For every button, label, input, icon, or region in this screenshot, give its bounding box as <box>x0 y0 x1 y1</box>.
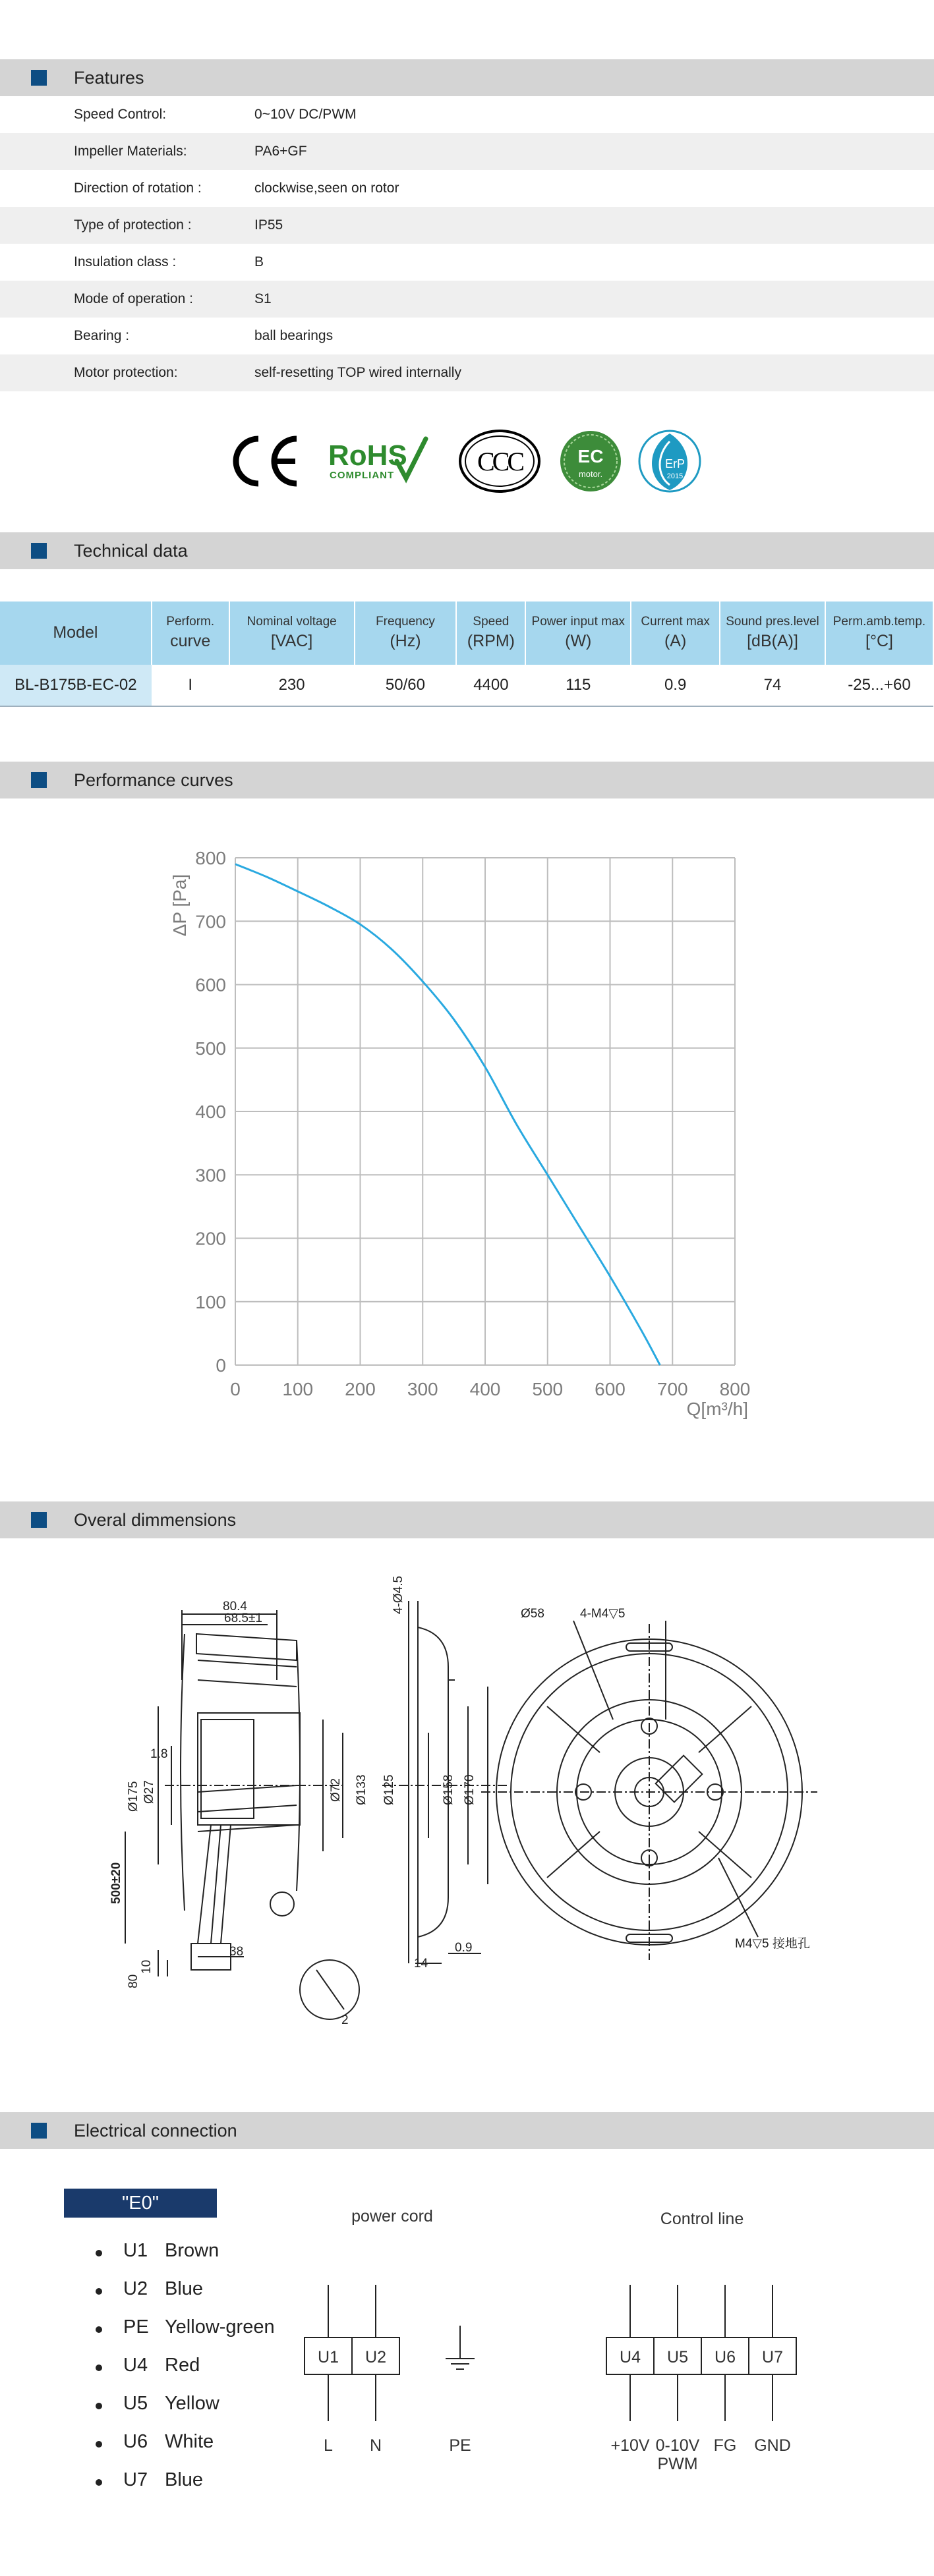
y-tick-label: 300 <box>195 1165 226 1186</box>
column-header <box>152 602 229 665</box>
feature-value: S1 <box>254 291 272 306</box>
table-cell: 4400 <box>456 665 525 706</box>
bullet-icon <box>96 2250 102 2256</box>
section-title: Features <box>74 68 144 88</box>
bullet-icon <box>96 2288 102 2295</box>
column-header-line2: (W) <box>565 631 592 650</box>
series-line <box>235 864 660 1365</box>
terminal-function-label: PWM <box>657 2455 698 2473</box>
terminal-label: U2 <box>365 2348 386 2366</box>
feature-label: Direction of rotation : <box>74 181 202 196</box>
terminal-function-label: +10V <box>610 2436 650 2455</box>
bullet-icon <box>96 2365 102 2371</box>
y-tick-label: 700 <box>195 911 226 932</box>
column-header <box>631 602 720 665</box>
column-header-line2: [VAC] <box>270 631 313 650</box>
terminal-label: U7 <box>762 2348 783 2366</box>
x-tick-label: 100 <box>282 1379 314 1399</box>
top-view-drawing <box>481 1621 817 1960</box>
rohs-compliant-icon <box>328 439 426 481</box>
dim-label: Ø158 <box>442 1774 455 1805</box>
dim-label: 10 <box>140 1959 154 1974</box>
y-tick-label: 100 <box>195 1291 226 1312</box>
terminal-function-label: L <box>324 2436 333 2455</box>
terminal-function-label: GND <box>754 2436 791 2455</box>
dim-label: Ø170 <box>463 1774 477 1805</box>
column-header-line2: (A) <box>664 631 687 650</box>
table-cell: 230 <box>229 665 355 706</box>
feature-value: clockwise,seen on rotor <box>254 181 399 196</box>
wiring-badge <box>64 2189 217 2218</box>
svg-text:COMPLIANT: COMPLIANT <box>330 470 395 481</box>
dim-label: 500±20 <box>109 1862 123 1904</box>
features-section-header <box>0 59 934 96</box>
column-header-line1: Frequency <box>376 615 435 629</box>
section-title: Technical data <box>74 541 188 561</box>
column-header-line2: curve <box>170 631 211 650</box>
bullet-icon <box>96 2403 102 2409</box>
section-title: Electrical connection <box>74 2121 237 2141</box>
svg-text:EC: EC <box>577 446 604 466</box>
table-cell: 74 <box>720 665 825 706</box>
dim-label: 68.5±1 <box>224 1611 262 1625</box>
y-tick-label: 0 <box>216 1355 226 1376</box>
dim-label: 80.4 <box>223 1600 247 1613</box>
y-axis-label: ΔP [Pa] <box>169 874 190 937</box>
table-cell: I <box>152 665 229 706</box>
y-tick-label: 400 <box>195 1102 226 1122</box>
x-tick-label: 400 <box>469 1379 501 1399</box>
feature-value: IP55 <box>254 217 283 233</box>
wiring-badge-label: "E0" <box>121 2193 160 2214</box>
wire-code: U1 <box>123 2240 148 2261</box>
dim-label: Ø72 <box>329 1778 343 1802</box>
list-item <box>96 2393 293 2419</box>
x-tick-label: 0 <box>230 1379 241 1399</box>
column-header-line1: Current max <box>641 615 710 629</box>
feature-label: Speed Control: <box>74 107 167 122</box>
svg-text:ErP: ErP <box>664 457 686 470</box>
dim-label: 0.9 <box>455 1941 473 1955</box>
x-tick-label: 300 <box>407 1379 438 1399</box>
bullet-icon <box>96 2479 102 2486</box>
feature-row <box>0 318 934 354</box>
list-item <box>96 2469 293 2496</box>
column-header-line1: Speed <box>473 615 510 629</box>
dim-label: 2 <box>341 2013 349 2027</box>
y-tick-label: 800 <box>195 848 226 868</box>
table-row <box>0 665 933 706</box>
wire-color: Blue <box>165 2278 204 2299</box>
dim-label: 14 <box>414 1957 428 1971</box>
column-header <box>229 602 355 665</box>
wire-color: Red <box>165 2355 200 2376</box>
y-tick-label: 600 <box>195 974 226 995</box>
wire-color: Blue <box>165 2469 204 2490</box>
feature-row <box>0 354 934 391</box>
certification-logos <box>224 422 712 501</box>
feature-value: 0~10V DC/PWM <box>254 107 357 122</box>
control-line-title: Control line <box>660 2210 744 2228</box>
dim-label: 4-M4▽5 <box>580 1607 626 1621</box>
column-header-line2: (RPM) <box>467 631 515 650</box>
svg-text:motor.: motor. <box>578 469 603 479</box>
performance-chart <box>0 830 934 1436</box>
table-cell: 115 <box>525 665 631 706</box>
dim-label: 1.8 <box>150 1747 168 1761</box>
list-item <box>96 2431 293 2457</box>
dim-label: Ø27 <box>142 1780 156 1804</box>
terminal-function-label: PE <box>449 2436 471 2455</box>
feature-row <box>0 170 934 207</box>
feature-label: Impeller Materials: <box>74 144 187 159</box>
svg-text:2015: 2015 <box>666 472 684 480</box>
performance-section-header <box>0 762 934 798</box>
feature-label: Mode of operation : <box>74 291 193 306</box>
list-item <box>96 2316 293 2343</box>
technical-data-table <box>0 602 934 707</box>
column-header-line1: Sound pres.level <box>726 615 819 629</box>
dimensions-section-header <box>0 1501 934 1538</box>
x-tick-label: 800 <box>719 1379 751 1399</box>
x-tick-label: 700 <box>657 1379 688 1399</box>
dim-label: 4-Ø4.5 <box>392 1575 405 1614</box>
dim-label: M4▽5 接地孔 <box>735 1937 810 1951</box>
terminal-label: U5 <box>667 2348 688 2366</box>
svg-text:CCC: CCC <box>477 447 523 476</box>
list-item <box>96 2240 293 2266</box>
terminal-label: U4 <box>620 2348 641 2366</box>
y-tick-label: 200 <box>195 1228 226 1249</box>
column-header-line1: Nominal voltage <box>247 615 337 629</box>
terminal-label: U6 <box>715 2348 736 2366</box>
feature-row <box>0 133 934 170</box>
column-header <box>456 602 525 665</box>
x-tick-label: 200 <box>345 1379 376 1399</box>
terminal-function-label: N <box>369 2436 382 2455</box>
section-marker <box>31 1512 47 1528</box>
wiring-diagram <box>277 2194 870 2497</box>
dim-label: Ø58 <box>521 1607 544 1621</box>
table-cell: 50/60 <box>355 665 457 706</box>
terminal-function-label: FG <box>713 2436 737 2455</box>
terminal-function-label: 0-10V <box>655 2436 700 2455</box>
wire-color: Yellow <box>165 2393 219 2414</box>
column-header-line2: [°C] <box>865 631 893 650</box>
section-title: Overal dimmensions <box>74 1510 237 1530</box>
column-header <box>720 602 825 665</box>
column-header-line1: Model <box>53 623 98 642</box>
wire-code: U6 <box>123 2431 148 2452</box>
wire-color: Yellow-green <box>165 2316 275 2338</box>
feature-row <box>0 244 934 281</box>
x-tick-label: 600 <box>595 1379 626 1399</box>
feature-label: Insulation class : <box>74 254 177 269</box>
dim-label: Ø133 <box>355 1774 368 1805</box>
feature-label: Bearing : <box>74 328 130 343</box>
section-marker <box>31 2123 47 2139</box>
wire-code: U7 <box>123 2469 148 2490</box>
column-header-line1: Perform. <box>166 615 215 629</box>
wire-color: Brown <box>165 2240 219 2261</box>
section-marker <box>31 543 47 559</box>
wire-code: PE <box>123 2316 149 2338</box>
wire-color: White <box>165 2431 214 2452</box>
dim-label: 80 <box>127 1974 140 1988</box>
electrical-section-header <box>0 2112 934 2149</box>
section-title: Performance curves <box>74 770 233 790</box>
feature-row <box>0 207 934 244</box>
feature-row <box>0 281 934 318</box>
terminal-label: U1 <box>318 2348 339 2366</box>
feature-value: ball bearings <box>254 328 334 343</box>
list-item <box>96 2278 293 2305</box>
table-cell: 0.9 <box>631 665 720 706</box>
column-header-line2: (Hz) <box>390 631 421 650</box>
section-marker <box>31 70 47 86</box>
technical-section-header <box>0 532 934 569</box>
column-header <box>525 602 631 665</box>
column-header-line2: [dB(A)] <box>747 631 798 650</box>
column-header <box>355 602 457 665</box>
feature-value: PA6+GF <box>254 144 307 159</box>
x-tick-label: 500 <box>532 1379 564 1399</box>
wire-code: U5 <box>123 2393 148 2414</box>
erp-2015-icon <box>639 431 700 491</box>
column-header-line1: Power input max <box>531 615 626 629</box>
column-header <box>825 602 933 665</box>
dim-label: 38 <box>229 1945 244 1959</box>
y-tick-label: 500 <box>195 1038 226 1059</box>
section-marker <box>31 772 47 788</box>
feature-row <box>0 96 934 133</box>
bullet-icon <box>96 2441 102 2448</box>
ccc-mark-icon <box>460 431 539 491</box>
dim-label: Ø175 <box>127 1781 140 1812</box>
ce-mark-icon <box>236 439 297 484</box>
column-header-line1: Perm.amb.temp. <box>832 615 926 629</box>
feature-value: self-resetting TOP wired internally <box>254 365 461 380</box>
dim-label: Ø125 <box>382 1774 396 1805</box>
wire-code: U2 <box>123 2278 148 2299</box>
ec-motor-icon <box>560 431 621 491</box>
wire-code: U4 <box>123 2355 148 2376</box>
bullet-icon <box>96 2326 102 2333</box>
column-header <box>0 602 152 665</box>
feature-value: B <box>254 254 264 269</box>
feature-label: Motor protection: <box>74 365 178 380</box>
dimension-drawing <box>99 1575 844 2049</box>
table-cell: -25...+60 <box>825 665 933 706</box>
x-axis-label: Q[m³/h] <box>686 1399 748 1419</box>
svg-text:RoHS: RoHS <box>328 439 407 472</box>
feature-label: Type of protection : <box>74 217 192 233</box>
table-cell: BL-B175B-EC-02 <box>0 665 152 706</box>
list-item <box>96 2355 293 2381</box>
power-cord-title: power cord <box>351 2207 433 2226</box>
